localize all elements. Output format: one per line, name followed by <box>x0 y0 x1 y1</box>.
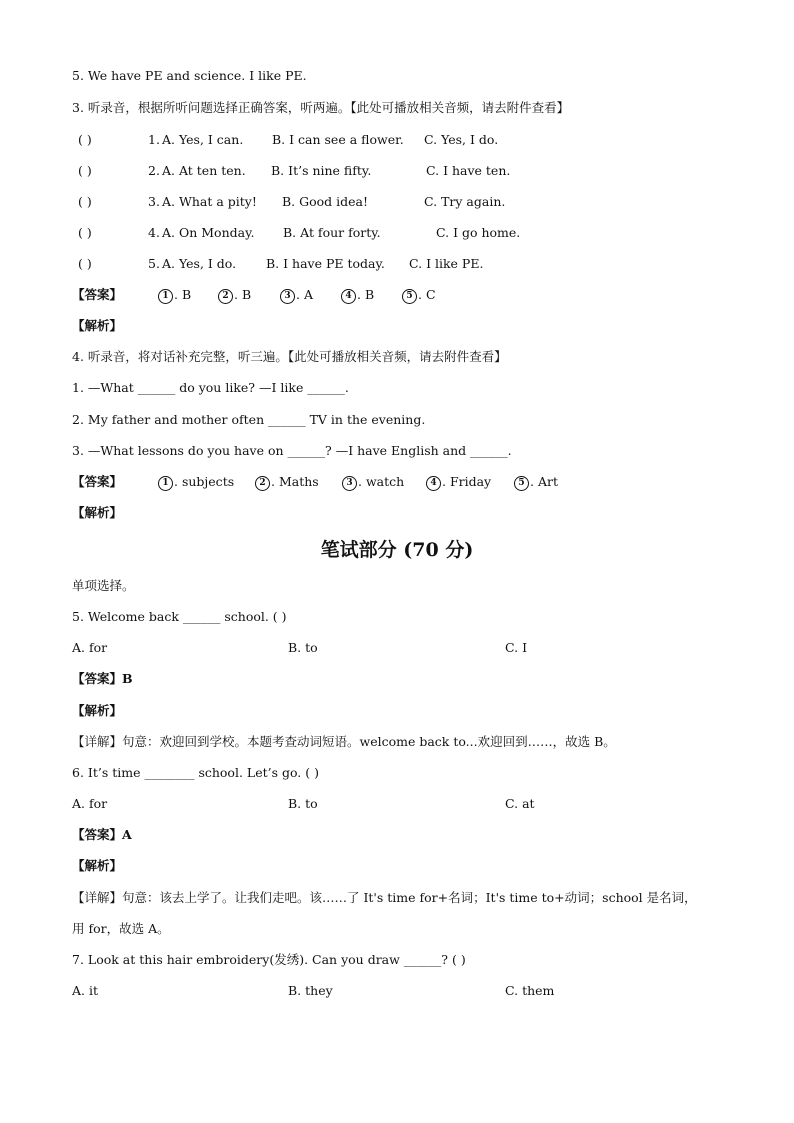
option-b: B. they <box>288 983 333 998</box>
option-b: B. At four forty. <box>283 225 381 240</box>
circled-number: 2 <box>255 476 270 491</box>
option-b: B. to <box>288 640 318 655</box>
option-c: C. I <box>505 640 528 655</box>
item-number: 3. <box>148 194 160 209</box>
question-5: 5. Welcome back ______ school. ( ) <box>72 609 287 624</box>
answer-item: 4 . Friday <box>426 474 491 491</box>
option-a: A. On Monday. <box>162 225 255 240</box>
circled-number: 4 <box>341 289 356 304</box>
answer-item: 1 . subjects <box>158 474 234 491</box>
prev-question-line: 5. We have PE and science. I like PE. <box>72 68 307 83</box>
answer-paren: ( ) <box>78 132 92 147</box>
circled-number: 3 <box>280 289 295 304</box>
option-c: C. Yes, I do. <box>424 132 499 147</box>
option-a: A. for <box>72 640 108 655</box>
question-6: 6. It’s time ________ school. Let’s go. ( ) <box>72 765 319 780</box>
option-b: B. Good idea! <box>282 194 369 209</box>
analysis-label: 【解析】 <box>72 318 123 333</box>
explanation-line: 【详解】句意：欢迎回到学校。本题考查动词短语。welcome back to...欢迎回到……，故选 B。 <box>72 734 616 749</box>
circled-number: 5 <box>514 476 529 491</box>
option-a: A. What a pity! <box>162 194 257 209</box>
answer-item: 4 . B <box>341 287 374 304</box>
section-title: 笔试部分 (70 分) <box>320 539 474 561</box>
option-b: B. It’s nine fifty. <box>271 163 372 178</box>
circled-number: 1 <box>158 476 173 491</box>
answer-paren: ( ) <box>78 256 92 271</box>
explanation-line: 【详解】句意：该去上学了。让我们走吧。该……了 It's time for+名词；It's time to+动词；school 是名词， <box>72 890 697 905</box>
item-number: 4. <box>148 225 160 240</box>
option-c: C. I have ten. <box>426 163 511 178</box>
answer-item: 2 . Maths <box>255 474 319 491</box>
answer-item: 5 . C <box>402 287 436 304</box>
circled-number: 5 <box>402 289 417 304</box>
option-a: A. At ten ten. <box>162 163 246 178</box>
answer-item: 3 . A <box>280 287 313 304</box>
analysis-label: 【解析】 <box>72 505 123 520</box>
fill-blank-line-3: 3. —What lessons do you have on ______? —I have English and ______. <box>72 443 512 458</box>
option-c: C. at <box>505 796 535 811</box>
circled-number: 1 <box>158 289 173 304</box>
explanation-line: 用 for，故选 A。 <box>72 921 170 936</box>
option-c: C. them <box>505 983 555 998</box>
answer-paren: ( ) <box>78 163 92 178</box>
option-c: C. I go home. <box>436 225 521 240</box>
fill-blank-line-1: 1. —What ______ do you like? —I like ______. <box>72 380 349 395</box>
answer-line: 【答案】B <box>72 671 133 686</box>
option-c: C. I like PE. <box>409 256 484 271</box>
circled-number: 4 <box>426 476 441 491</box>
option-a: A. Yes, I do. <box>162 256 237 271</box>
option-a: A. for <box>72 796 108 811</box>
answer-label: 【答案】 <box>72 287 123 302</box>
option-b: B. to <box>288 796 318 811</box>
option-b: B. I have PE today. <box>266 256 385 271</box>
item-number: 5. <box>148 256 160 271</box>
item-number: 1. <box>148 132 160 147</box>
answer-item: 5 . Art <box>514 474 558 491</box>
question-7: 7. Look at this hair embroidery(发绣). Can you draw ______? ( ) <box>72 952 466 967</box>
answer-item: 3 . watch <box>342 474 404 491</box>
answer-label: 【答案】 <box>72 474 123 489</box>
answer-item: 1 . B <box>158 287 191 304</box>
answer-line: 【答案】A <box>72 827 132 842</box>
option-a: A. it <box>72 983 98 998</box>
circled-number: 3 <box>342 476 357 491</box>
item-number: 2. <box>148 163 160 178</box>
option-c: C. Try again. <box>424 194 506 209</box>
option-b: B. I can see a flower. <box>272 132 404 147</box>
section-instruction: 单项选择。 <box>72 578 135 593</box>
analysis-label: 【解析】 <box>72 703 123 718</box>
answer-item: 2 . B <box>218 287 251 304</box>
question-3-stem: 3. 听录音，根据所听问题选择正确答案，听两遍。【此处可播放相关音频，请去附件查看】 <box>72 100 570 115</box>
answer-paren: ( ) <box>78 194 92 209</box>
fill-blank-line-2: 2. My father and mother often ______ TV in the evening. <box>72 412 426 427</box>
answer-paren: ( ) <box>78 225 92 240</box>
option-a: A. Yes, I can. <box>162 132 244 147</box>
question-4-stem: 4. 听录音，将对话补充完整，听三遍。【此处可播放相关音频，请去附件查看】 <box>72 349 507 364</box>
circled-number: 2 <box>218 289 233 304</box>
analysis-label: 【解析】 <box>72 858 123 873</box>
